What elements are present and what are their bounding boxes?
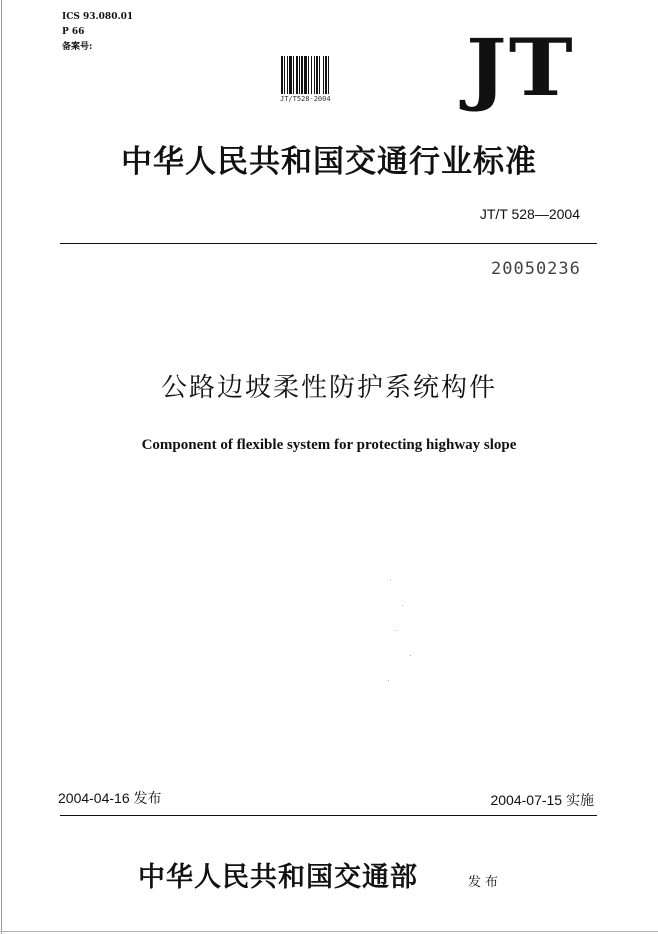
barcode-text: JT/T528-2004 <box>280 95 331 103</box>
record-number-label: 备案号: <box>62 42 93 52</box>
publish-label: 发布 <box>468 875 503 890</box>
document-title-cn: 公路边坡柔性防护系统构件 <box>160 373 497 403</box>
classification-block <box>62 10 133 55</box>
divider-top <box>60 243 597 244</box>
jt-logo: JT <box>466 21 575 115</box>
document-title-en: Component of flexible system for protecting highway slope <box>141 437 517 453</box>
implementation-date: 2004-07-15 实施 <box>490 792 594 808</box>
page-edge-bottom <box>0 931 658 932</box>
ics-code: ICS 93.080.01 <box>62 12 134 22</box>
issuing-authority: 中华人民共和国交通部 <box>138 862 418 893</box>
scan-specks <box>380 560 440 710</box>
standard-number: JT/T 528—2004 <box>479 206 580 222</box>
barcode <box>281 56 343 94</box>
issue-date: 2004-04-16 发布 <box>58 790 162 806</box>
barcode-bars <box>281 56 343 94</box>
standard-category-title: 中华人民共和国交通行业标准 <box>121 144 537 180</box>
archive-number: 20050236 <box>491 259 581 279</box>
divider-bottom <box>60 815 597 816</box>
ccs-code: P 66 <box>62 27 85 37</box>
